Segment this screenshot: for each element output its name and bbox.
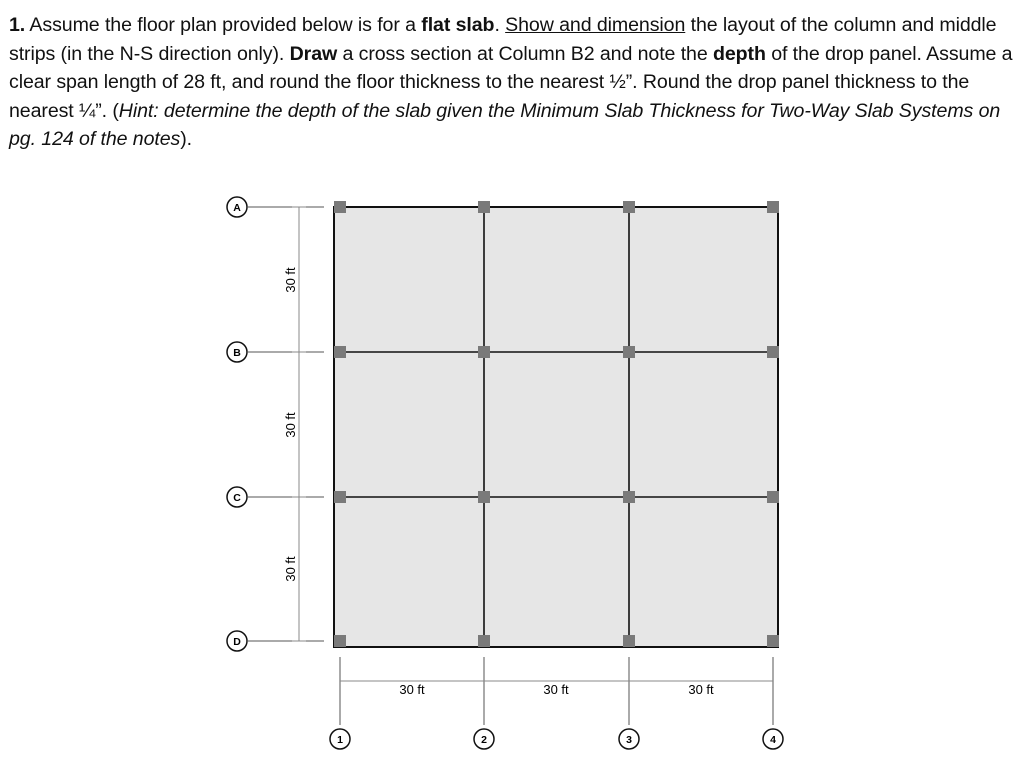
row-label-a: A xyxy=(233,202,241,214)
text-segment: of the drop panel. Assume a clear span length of 28 ft, and round the floor thickness to the nearest ½”. Round the drop panel thickness to the nearest ¼”. ( xyxy=(9,42,1013,122)
row-label-c: C xyxy=(233,492,241,504)
column-a3 xyxy=(623,201,635,213)
column-label-1: 1 xyxy=(337,734,343,746)
column-a1 xyxy=(334,201,346,213)
bold-draw: Draw xyxy=(289,42,338,65)
column-a2 xyxy=(478,201,490,213)
bold-flat-slab: flat slab xyxy=(421,14,495,36)
row-spacing-label: 30 ft xyxy=(283,412,298,438)
text-segment: a cross section at Column B2 and note the xyxy=(342,42,708,65)
text-segment: . xyxy=(494,14,500,36)
underlined-show-and-dimension: Show and dimension xyxy=(505,14,686,36)
column-b2 xyxy=(478,346,490,358)
column-b4 xyxy=(767,346,779,358)
column-spacing-label: 30 ft xyxy=(543,682,569,697)
column-label-3: 3 xyxy=(626,734,632,746)
text-segment: ). xyxy=(180,128,192,150)
column-d1 xyxy=(334,635,346,647)
column-d4 xyxy=(767,635,779,647)
column-label-4: 4 xyxy=(770,734,776,746)
column-a4 xyxy=(767,201,779,213)
text-segment: the layout of the column and middle strips (in the N-S direction only). xyxy=(9,14,997,65)
column-label-2: 2 xyxy=(481,734,487,746)
row-label-b: B xyxy=(233,347,241,359)
hint-text: Hint: determine the depth of the slab given the Minimum Slab Thickness for Two-Way Slab Systems on pg. 124 of the notes xyxy=(9,99,1001,150)
column-b1 xyxy=(334,346,346,358)
row-label-d: D xyxy=(233,636,241,648)
text-segment: Assume the floor plan provided below is for a xyxy=(29,14,416,36)
column-d3 xyxy=(623,635,635,647)
row-spacing-label: 30 ft xyxy=(283,556,298,582)
slab-area xyxy=(334,207,778,647)
column-c3 xyxy=(623,491,635,503)
column-c1 xyxy=(334,491,346,503)
column-c2 xyxy=(478,491,490,503)
column-spacing-label: 30 ft xyxy=(399,682,425,697)
problem-number: 1. xyxy=(9,14,26,36)
row-spacing-label: 30 ft xyxy=(283,267,298,293)
column-spacing-label: 30 ft xyxy=(688,682,714,697)
column-b3 xyxy=(623,346,635,358)
bold-depth: depth xyxy=(713,42,766,65)
column-d2 xyxy=(478,635,490,647)
column-c4 xyxy=(767,491,779,503)
